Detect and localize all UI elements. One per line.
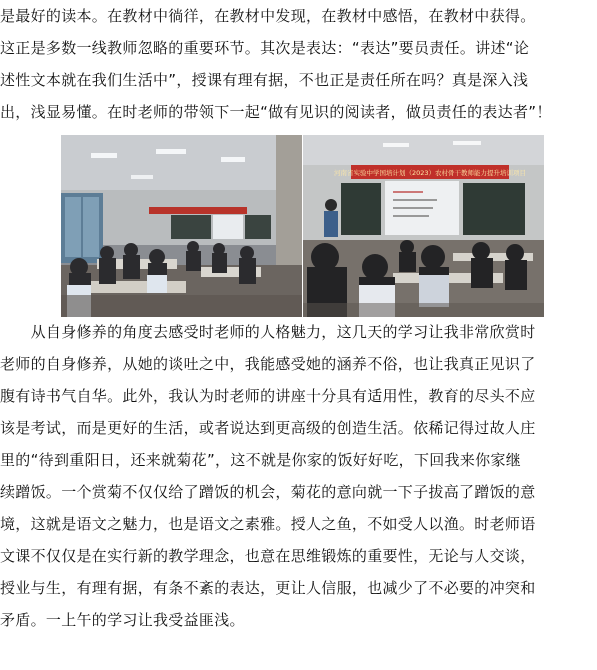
classroom-photo-left <box>61 135 302 317</box>
text-line: 该是考试，而是更好的生活，或者说达到更高级的创造生活。依稀记得过故人庄 <box>0 419 536 437</box>
text-line: 述性文本就在我们生活中”，授课有理有据，不也正是责任所在吗？真是深入浅 <box>0 71 529 89</box>
text-line: 里的“待到重阳日，还来就菊花”，这不就是你家的饭好好吃，下回我来你家继 <box>0 451 522 469</box>
text-line: 矛盾。一上午的学习让我受益匪浅。 <box>0 611 245 629</box>
text-line: 续蹭饭。一个赏菊不仅仅给了蹭饭的机会，菊花的意向就一下子拔高了蹭饭的意 <box>0 483 536 501</box>
text-line: 腹有诗书气自华。此外，我认为时老师的讲座十分具有适用性，教育的尽头不应 <box>0 387 536 405</box>
text-line: 这正是多数一线教师忽略的重要环节。其次是表达：“表达”要员责任。讲述“论 <box>0 39 530 57</box>
text-line: 老师的自身修养，从她的谈吐之中，我能感受她的涵养不俗，也让我真正见识了 <box>0 355 536 373</box>
paragraph-top <box>0 0 590 128</box>
text-line: 文课不仅仅是在实行新的教学理念，也意在思维锻炼的重要性，无论与人交谈， <box>0 547 536 565</box>
text-line: 授业与生，有理有据，有条不紊的表达，更让人信服，也减少了不必要的冲突和 <box>0 579 536 597</box>
classroom-photo-right <box>303 135 544 317</box>
classroom-scene-left <box>61 135 302 317</box>
text-line: 出，浅显易懂。在时老师的带领下一起“做有见识的阅读者，做员责任的表达者”！ <box>0 103 552 121</box>
text-line: 境，这就是语文之魅力，也是语文之素雅。授人之鱼，不如受人以渔。时老师语 <box>0 515 536 533</box>
classroom-scene-right <box>303 135 544 317</box>
paragraph-bottom <box>0 316 590 636</box>
banner-text: 河南省实验中学国培计划（2023）农村骨干教师能力提升培训项目 <box>333 169 527 177</box>
text-line: 是最好的读本。在教材中徜徉，在教材中发现，在教材中感悟，在教材中获得。 <box>0 7 536 25</box>
text-line: 从自身修养的角度去感受时老师的人格魅力，这几天的学习让我非常欣赏时 <box>0 323 536 341</box>
